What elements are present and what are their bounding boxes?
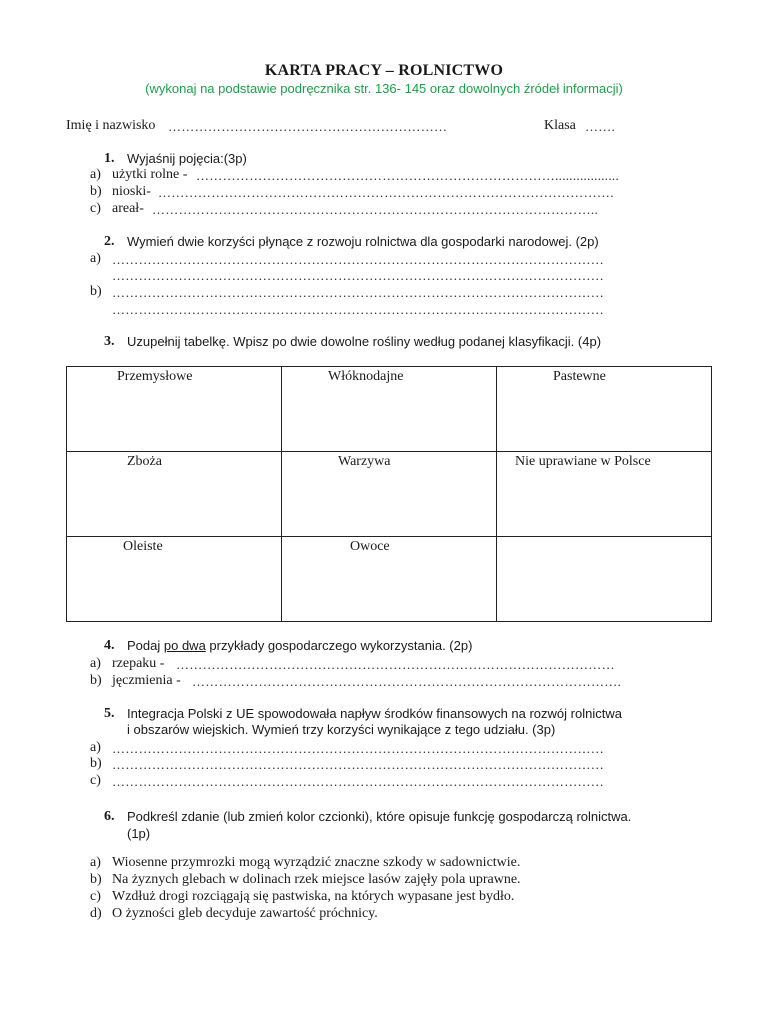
table-cell-label: Oleiste [123,539,163,554]
q4-text [127,638,472,653]
q4-a-letter: a) [90,656,101,671]
q1-b-label: nioski- [112,184,151,199]
q2-b-letter: b) [90,284,102,299]
q3-text: Uzupełnij tabelkę. Wpisz po dwie dowolne rośliny według podanej klasyfikacji. (4p) [127,334,602,349]
q6-number: 6. [104,809,115,824]
table-cell-industrial[interactable] [67,367,282,452]
page-subtitle: (wykonaj na podstawie podręcznika str. 136- 145 oraz dowolnych źródeł informacji) [145,81,623,96]
table-cell-label: Warzywa [338,454,391,469]
table-cell-fiber[interactable] [282,367,497,452]
q5-number: 5. [104,706,115,721]
q6-b-letter: b) [90,872,102,887]
table-cell-label: Przemysłowe [117,369,193,384]
q6-line-1: Podkreśl zdanie (lub zmień kolor czcionki), które opisuje funkcję gospodarczą rolnictwa. [127,809,632,824]
table-cell-fruits[interactable] [282,537,497,622]
q5-line-2: i obszarów wiejskich. Wymień trzy korzyści wynikające z tego udziału. (3p) [127,722,556,737]
q2-a-answer-line-2[interactable]: ………………………………………………………………………………………………… [112,268,605,283]
q2-b-answer-line-2[interactable]: ………………………………………………………………………………………………… [112,302,605,317]
q6-line-2: (1p) [127,826,151,841]
q4-a-answer-line[interactable]: ……………………………………………………………………………………… [176,657,615,672]
q4-b-answer-line[interactable]: ……………………………………………………………………………………. [192,674,622,689]
table-row [67,452,712,537]
class-field[interactable]: ……. [585,119,616,134]
q6-option-d[interactable]: O żyzności gleb decyduje zawartość próchnicy. [112,906,378,921]
q4-text-underlined: po dwa [163,638,206,653]
class-label: Klasa [544,118,576,133]
q5-b-letter: b) [90,756,102,771]
plant-classification-table [66,366,712,622]
q5-a-answer-line[interactable]: ………………………………………………………………………………………………… [112,741,605,756]
table-cell-label: Owoce [350,539,390,554]
table-cell-label: Włóknodajne [328,369,404,384]
q2-number: 2. [104,234,115,249]
table-cell-not-grown-in-poland[interactable] [497,452,712,537]
q5-c-letter: c) [90,773,101,788]
q1-c-answer-line[interactable]: ……………………………………………………………………………………….. [152,202,598,217]
q5-c-answer-line[interactable]: ………………………………………………………………………………………………… [112,774,605,789]
q1-a-label: użytki rolne - [112,167,188,182]
name-label: Imię i nazwisko [66,118,156,133]
q4-number: 4. [104,638,115,653]
q1-c-letter: c) [90,201,101,216]
q4-text-after: przykłady gospodarczego wykorzystania. (2p) [205,638,473,653]
q2-b-answer-line-1[interactable]: ………………………………………………………………………………………………… [112,285,605,300]
q6-c-letter: c) [90,889,101,904]
q3-number: 3. [104,334,115,349]
q4-text-before: Podaj [127,638,164,653]
q4-b-label: jęczmienia - [112,673,181,688]
q6-d-letter: d) [90,906,102,921]
table-row [67,367,712,452]
q4-b-letter: b) [90,673,102,688]
q1-a-answer-line[interactable]: ……………………………………………………………………….................. [196,168,619,183]
q1-text: Wyjaśnij pojęcia:(3p) [127,151,247,166]
table-cell-empty[interactable] [497,537,712,622]
table-cell-label: Zboża [127,454,162,469]
table-row [67,537,712,622]
table-cell-fodder[interactable] [497,367,712,452]
q4-a-label: rzepaku - [112,656,165,671]
q2-a-letter: a) [90,251,101,266]
q1-b-letter: b) [90,184,102,199]
q1-a-letter: a) [90,167,101,182]
q6-option-c[interactable]: Wzdłuż drogi rozciągają się pastwiska, na których wypasane jest bydło. [112,889,515,904]
table-cell-cereals[interactable] [67,452,282,537]
page-title: KARTA PRACY – ROLNICTWO [264,62,504,79]
table-cell-oil-plants[interactable] [67,537,282,622]
table-cell-label: Pastewne [553,369,606,384]
q2-text: Wymień dwie korzyści płynące z rozwoju rolnictwa dla gospodarki narodowej. (2p) [127,234,599,249]
q6-a-letter: a) [90,855,101,870]
q1-number: 1. [104,151,115,166]
q5-a-letter: a) [90,740,101,755]
table-cell-label: Nie uprawiane w Polsce [515,454,651,469]
q5-line-1: Integracja Polski z UE spowodowała napływ środków finansowych na rozwój rolnictwa [127,706,622,721]
q2-a-answer-line-1[interactable]: ………………………………………………………………………………………………… [112,252,605,267]
q6-option-b[interactable]: Na żyznych glebach w dolinach rzek miejsce lasów zajęły pola uprawne. [112,872,521,887]
name-field[interactable]: ……………………………………………………… [168,119,448,134]
q1-b-answer-line[interactable]: …………………………………………………………………………………………. [158,185,614,200]
table-cell-vegetables[interactable] [282,452,497,537]
q5-b-answer-line[interactable]: ………………………………………………………………………………………………… [112,757,605,772]
q1-c-label: areał- [112,201,144,216]
q6-option-a[interactable]: Wiosenne przymrozki mogą wyrządzić znaczne szkody w sadownictwie. [112,855,521,870]
